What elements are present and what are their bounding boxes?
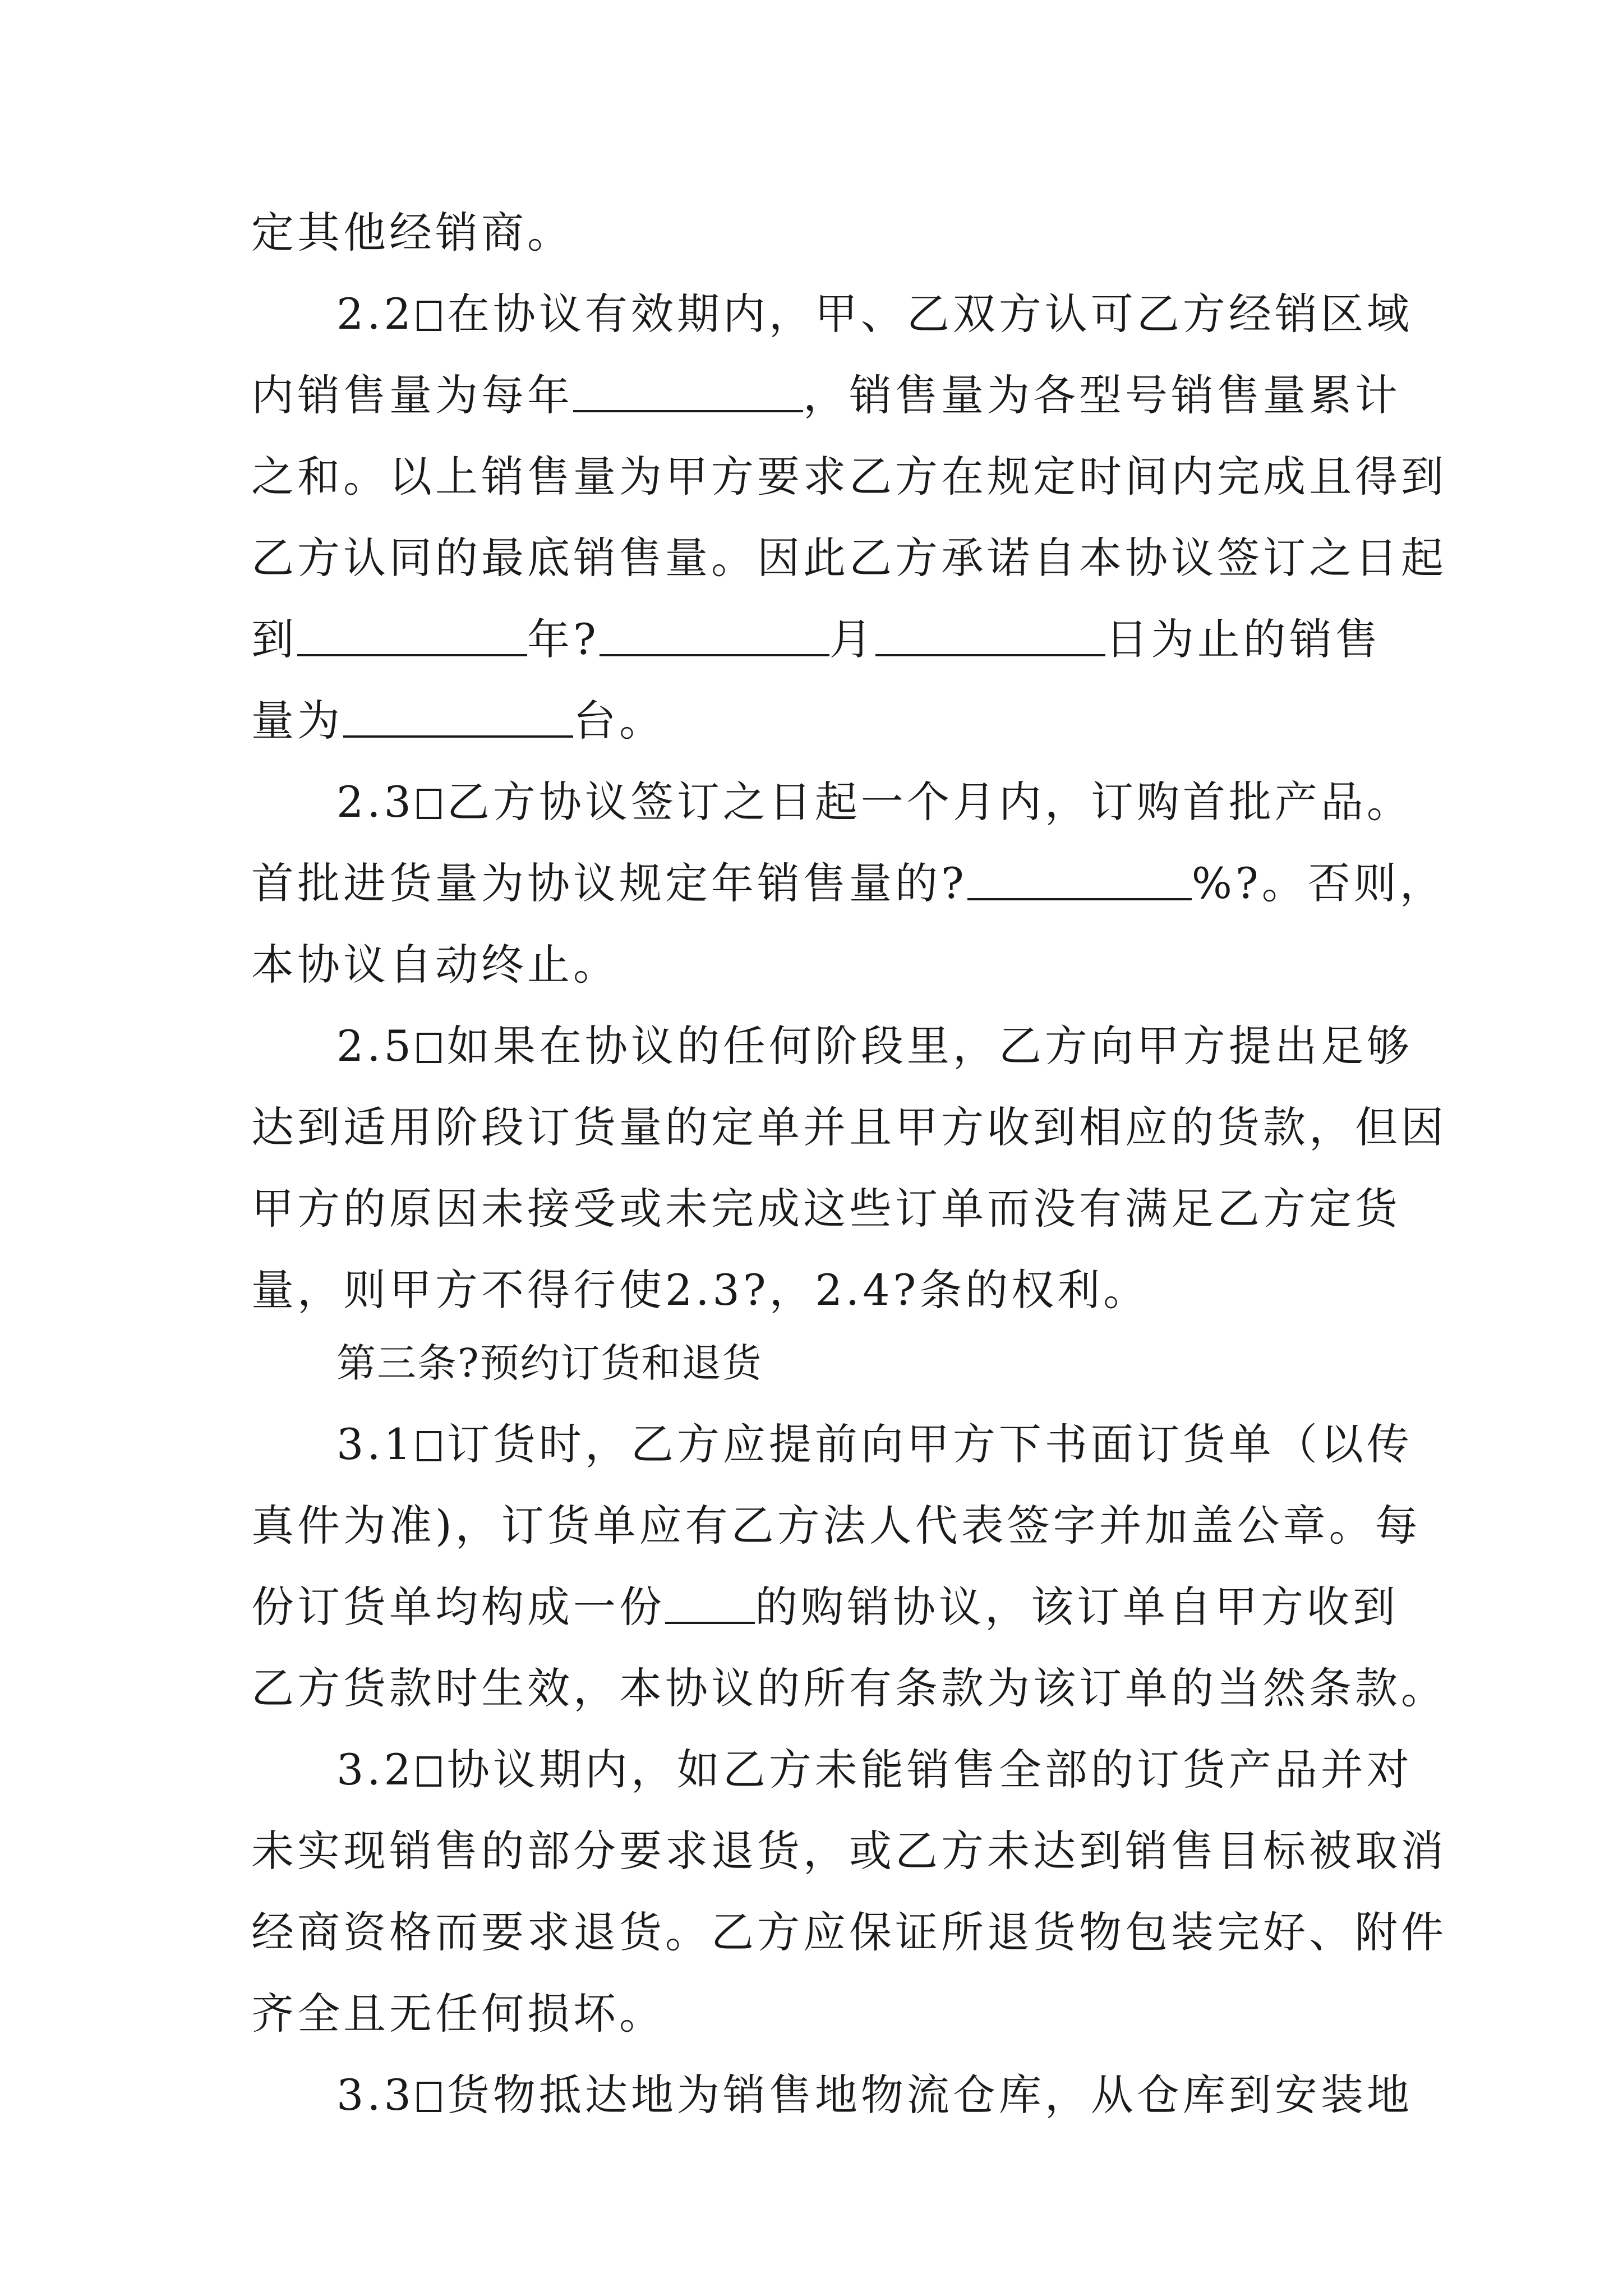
clause-number: 3.3	[336, 2070, 414, 2120]
checkbox-glyph	[417, 2082, 441, 2112]
checkbox-glyph	[417, 1756, 441, 1787]
clause-number: 2.2	[336, 289, 414, 339]
text-line: 量，则甲方不得行使2.3?，2.4?条的权利。	[251, 1265, 1150, 1315]
text-line: 之和。以上销售量为甲方要求乙方在规定时间内完成且得到	[251, 452, 1447, 501]
text-line: 份订货单均构成一份 的购销协议，该订单自甲方收到	[251, 1582, 1399, 1632]
text-line: 齐全且无任何损坏。	[251, 1989, 665, 2039]
fill-blank	[875, 615, 1105, 656]
text-line: 到 年? 月 日为止的销售	[251, 614, 1381, 664]
text-line: 定其他经销商。	[251, 208, 573, 257]
checkbox-glyph	[417, 1431, 441, 1461]
fill-blank	[343, 696, 573, 738]
clause-2-3: 2.3 乙方协议签订之日起一个月内，订购首批产品。	[336, 777, 1413, 827]
clause-3-3: 3.3 货物抵达地为销售地物流仓库，从仓库到安装地	[336, 2070, 1413, 2120]
text-line: 甲方的原因未接受或未完成这些订单而没有满足乙方定货	[251, 1184, 1401, 1234]
clause-number: 2.3	[336, 777, 414, 827]
clause-3-2: 3.2 协议期内，如乙方未能销售全部的订货产品并对	[336, 1745, 1413, 1795]
text-line: 真件为准)，订货单应有乙方法人代表签字并加盖公章。每	[251, 1501, 1421, 1550]
clause-3-1: 3.1 订货时，乙方应提前向甲方下书面订货单（以传	[336, 1419, 1413, 1469]
text-line: 首批进货量为协议规定年销售量的? %?。否则，	[251, 858, 1446, 908]
fill-blank	[600, 615, 829, 656]
section-heading: 第三条?预约订货和退货	[336, 1340, 763, 1386]
text-line: 乙方认同的最底销售量。因此乙方承诺自本协议签订之日起	[251, 533, 1447, 583]
fill-blank	[573, 371, 803, 412]
text-line: 乙方货款时生效，本协议的所有条款为该订单的当然条款。	[251, 1663, 1447, 1713]
text-line: 达到适用阶段订货量的定单并且甲方收到相应的货款，但因	[251, 1102, 1447, 1152]
clause-number: 3.2	[336, 1745, 414, 1795]
clause-number: 3.1	[336, 1419, 414, 1469]
fill-blank	[665, 1582, 755, 1624]
text-line: 量为 台。	[251, 696, 665, 746]
checkbox-glyph	[417, 1033, 441, 1063]
text-line: 未实现销售的部分要求退货，或乙方未达到销售目标被取消	[251, 1826, 1447, 1876]
clause-2-5: 2.5 如果在协议的任何阶段里，乙方向甲方提出足够	[336, 1021, 1413, 1071]
clause-number: 2.5	[336, 1021, 414, 1071]
fill-blank	[297, 615, 527, 656]
text-line: 经商资格而要求退货。乙方应保证所退货物包装完好、附件	[251, 1907, 1447, 1957]
fill-blank	[967, 859, 1192, 900]
clause-2-2: 2.2 在协议有效期内，甲、乙双方认可乙方经销区域	[336, 289, 1413, 339]
text-line: 内销售量为每年 ，销售量为各型号销售量累计	[251, 370, 1401, 420]
checkbox-glyph	[417, 789, 441, 819]
checkbox-glyph	[417, 301, 441, 331]
text-line: 本协议自动终止。	[251, 940, 619, 990]
